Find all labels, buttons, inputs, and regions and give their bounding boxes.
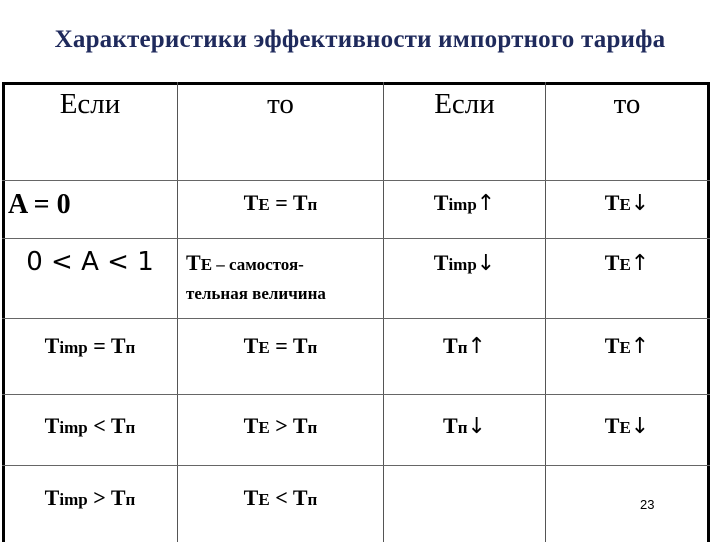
row-divider [2, 238, 710, 239]
arrow-up-icon: ↑ [476, 191, 496, 216]
row-divider [2, 465, 710, 466]
te-independent-cont: тельная величина [186, 284, 326, 303]
row-divider [2, 180, 710, 181]
te-independent: TE – самостоя- [186, 250, 304, 275]
arrow-up-icon: ↑ [630, 251, 650, 276]
column-divider [545, 82, 546, 542]
row-divider [2, 394, 710, 395]
te-equals-tp: TE = Tп [243, 190, 318, 215]
te-equals-tp: TE = Tп [243, 333, 318, 358]
header-if-2: Если [434, 88, 495, 120]
arrow-down-icon: ↓ [467, 414, 486, 439]
timp-equals-tp: Timp = Tп [44, 333, 136, 358]
header-then-2: то [613, 88, 641, 120]
condition-a-zero: A = 0 [8, 189, 71, 220]
timp-less-tp: Timp < Tп [44, 413, 136, 438]
te-up: TE↑ [604, 333, 650, 359]
page-number: 23 [640, 497, 655, 512]
column-divider [177, 82, 178, 542]
te-greater-tp: TE > Tп [243, 413, 318, 438]
te-up: TE↑ [604, 250, 650, 276]
timp-up: Timp↑ [433, 190, 496, 216]
timp-greater-tp: Timp > Tп [44, 485, 136, 510]
timp-down: Timp↓ [433, 250, 496, 276]
condition-a-between: 0 < A < 1 [26, 247, 154, 277]
arrow-down-icon: ↓ [630, 414, 650, 439]
conditions-table [2, 82, 710, 542]
tp-down: Tп↓ [443, 413, 486, 439]
header-if-1: Если [59, 88, 121, 120]
header-then-1: то [267, 88, 294, 120]
te-down: TE↓ [604, 413, 650, 439]
tp-up: Tп↑ [443, 333, 486, 359]
slide-title: Характеристики эффективности импортного тарифа [54, 26, 666, 53]
arrow-up-icon: ↑ [630, 334, 650, 359]
te-down: TE↓ [604, 190, 650, 216]
arrow-up-icon: ↑ [467, 334, 486, 359]
row-divider [2, 318, 710, 319]
arrow-down-icon: ↓ [630, 191, 650, 216]
column-divider [383, 82, 384, 542]
arrow-down-icon: ↓ [476, 251, 496, 276]
te-less-tp: TE < Tп [243, 485, 318, 510]
